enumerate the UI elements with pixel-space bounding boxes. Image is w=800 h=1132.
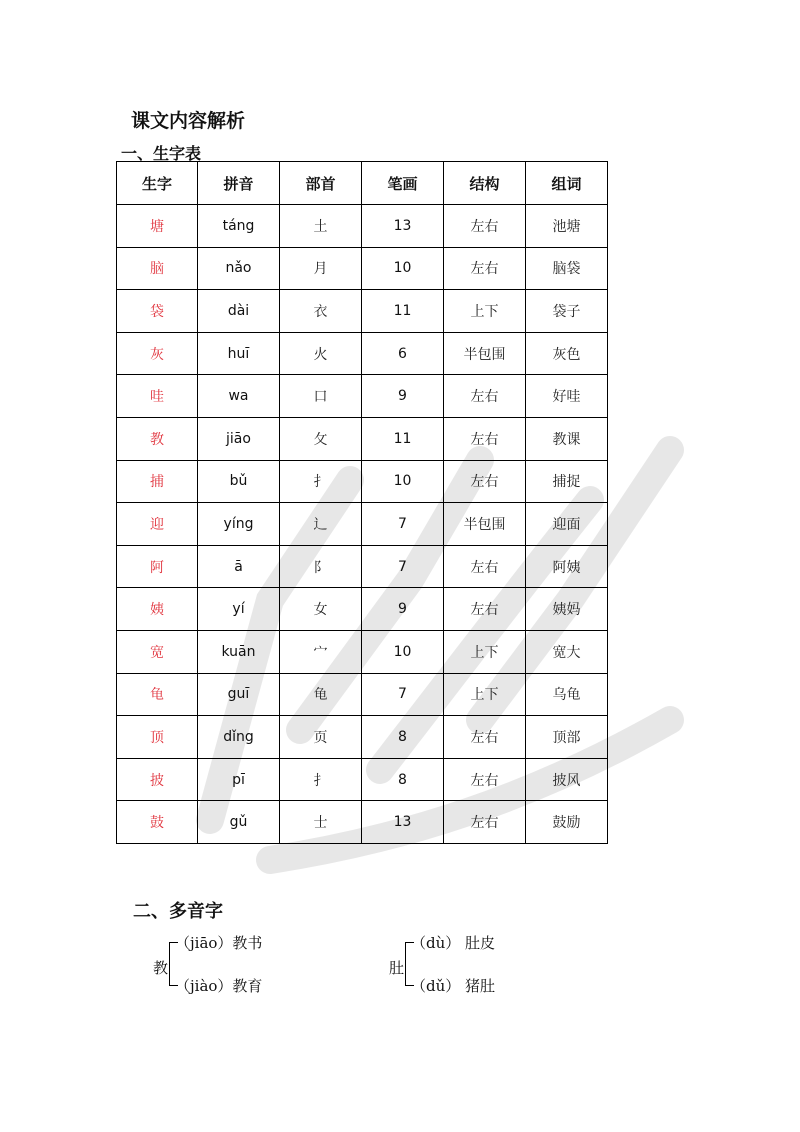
section-title-new-characters: 一、生字表 <box>121 144 202 163</box>
cell-pinyin: dài <box>198 290 280 333</box>
cell-structure: 左右 <box>444 460 526 503</box>
cell-character: 袋 <box>117 290 198 333</box>
cell-radical: 龟 <box>280 673 362 716</box>
cell-radical: 衣 <box>280 290 362 333</box>
table-header-row <box>117 162 608 205</box>
cell-word: 灰色 <box>526 332 608 375</box>
table-row <box>117 417 608 460</box>
table-row <box>117 375 608 418</box>
cell-structure: 上下 <box>444 290 526 333</box>
table-row <box>117 758 608 801</box>
cell-pinyin: huī <box>198 332 280 375</box>
cell-structure: 上下 <box>444 673 526 716</box>
cell-structure: 左右 <box>444 758 526 801</box>
table-row <box>117 332 608 375</box>
cell-word: 鼓励 <box>526 801 608 844</box>
cell-structure: 半包围 <box>444 503 526 546</box>
cell-strokes: 7 <box>362 503 444 546</box>
cell-radical: 页 <box>280 716 362 759</box>
cell-word: 脑袋 <box>526 247 608 290</box>
cell-strokes: 13 <box>362 801 444 844</box>
cell-character: 脑 <box>117 247 198 290</box>
cell-character: 阿 <box>117 545 198 588</box>
cell-character: 教 <box>117 417 198 460</box>
cell-radical: 土 <box>280 205 362 248</box>
polyphone-char: 教 <box>153 959 169 977</box>
cell-character: 捕 <box>117 460 198 503</box>
cell-character: 灰 <box>117 332 198 375</box>
column-header: 生字 <box>117 162 198 205</box>
table-row <box>117 716 608 759</box>
cell-character: 迎 <box>117 503 198 546</box>
cell-strokes: 8 <box>362 716 444 759</box>
cell-character: 鼓 <box>117 801 198 844</box>
cell-word: 乌龟 <box>526 673 608 716</box>
cell-word: 好哇 <box>526 375 608 418</box>
table-row <box>117 630 608 673</box>
cell-structure: 左右 <box>444 205 526 248</box>
cell-radical: 女 <box>280 588 362 631</box>
cell-radical: 宀 <box>280 630 362 673</box>
cell-pinyin: táng <box>198 205 280 248</box>
cell-structure: 左右 <box>444 375 526 418</box>
new-characters-table <box>116 161 608 844</box>
cell-character: 塘 <box>117 205 198 248</box>
cell-character: 顶 <box>117 716 198 759</box>
cell-pinyin: yíng <box>198 503 280 546</box>
cell-radical: 火 <box>280 332 362 375</box>
cell-pinyin: yí <box>198 588 280 631</box>
cell-character: 姨 <box>117 588 198 631</box>
cell-character: 龟 <box>117 673 198 716</box>
polyphone-reading: （jiāo）教书 <box>175 934 263 952</box>
cell-word: 捕捉 <box>526 460 608 503</box>
section-title-polyphones: 二、多音字 <box>133 901 223 922</box>
polyphone-reading: （dǔ） 猪肚 <box>411 977 496 995</box>
table-row <box>117 290 608 333</box>
table-row <box>117 503 608 546</box>
cell-pinyin: dǐng <box>198 716 280 759</box>
column-header: 拼音 <box>198 162 280 205</box>
page-title: 课文内容解析 <box>131 110 246 132</box>
cell-word: 迎面 <box>526 503 608 546</box>
cell-pinyin: pī <box>198 758 280 801</box>
cell-structure: 左右 <box>444 417 526 460</box>
table-row <box>117 673 608 716</box>
cell-character: 宽 <box>117 630 198 673</box>
cell-word: 姨妈 <box>526 588 608 631</box>
cell-structure: 半包围 <box>444 332 526 375</box>
column-header: 组词 <box>526 162 608 205</box>
polyphone-reading: （jiào）教育 <box>175 977 263 995</box>
cell-structure: 左右 <box>444 801 526 844</box>
table-row <box>117 205 608 248</box>
cell-pinyin: bǔ <box>198 460 280 503</box>
cell-radical: 辶 <box>280 503 362 546</box>
cell-word: 阿姨 <box>526 545 608 588</box>
table-row <box>117 545 608 588</box>
cell-radical: 扌 <box>280 460 362 503</box>
cell-radical: 士 <box>280 801 362 844</box>
cell-pinyin: ā <box>198 545 280 588</box>
cell-strokes: 7 <box>362 673 444 716</box>
cell-word: 池塘 <box>526 205 608 248</box>
cell-structure: 左右 <box>444 716 526 759</box>
cell-strokes: 8 <box>362 758 444 801</box>
cell-strokes: 11 <box>362 417 444 460</box>
cell-character: 披 <box>117 758 198 801</box>
cell-strokes: 7 <box>362 545 444 588</box>
table-row <box>117 801 608 844</box>
cell-pinyin: nǎo <box>198 247 280 290</box>
cell-pinyin: gǔ <box>198 801 280 844</box>
cell-radical: 月 <box>280 247 362 290</box>
cell-strokes: 10 <box>362 460 444 503</box>
cell-pinyin: kuān <box>198 630 280 673</box>
cell-word: 披风 <box>526 758 608 801</box>
cell-strokes: 9 <box>362 588 444 631</box>
cell-strokes: 6 <box>362 332 444 375</box>
cell-structure: 上下 <box>444 630 526 673</box>
polyphone-reading: （dù） 肚皮 <box>411 934 496 952</box>
cell-radical: 阝 <box>280 545 362 588</box>
table-row <box>117 588 608 631</box>
cell-character: 哇 <box>117 375 198 418</box>
cell-word: 顶部 <box>526 716 608 759</box>
cell-radical: 口 <box>280 375 362 418</box>
cell-strokes: 10 <box>362 247 444 290</box>
column-header: 部首 <box>280 162 362 205</box>
cell-pinyin: guī <box>198 673 280 716</box>
table-row <box>117 247 608 290</box>
cell-structure: 左右 <box>444 247 526 290</box>
cell-radical: 扌 <box>280 758 362 801</box>
cell-radical: 攵 <box>280 417 362 460</box>
polyphone-char: 肚 <box>389 959 405 977</box>
cell-strokes: 9 <box>362 375 444 418</box>
column-header: 笔画 <box>362 162 444 205</box>
column-header: 结构 <box>444 162 526 205</box>
cell-structure: 左右 <box>444 588 526 631</box>
cell-strokes: 10 <box>362 630 444 673</box>
cell-word: 教课 <box>526 417 608 460</box>
cell-pinyin: jiāo <box>198 417 280 460</box>
table-row <box>117 460 608 503</box>
cell-structure: 左右 <box>444 545 526 588</box>
cell-pinyin: wa <box>198 375 280 418</box>
cell-strokes: 11 <box>362 290 444 333</box>
cell-word: 袋子 <box>526 290 608 333</box>
cell-word: 宽大 <box>526 630 608 673</box>
cell-strokes: 13 <box>362 205 444 248</box>
